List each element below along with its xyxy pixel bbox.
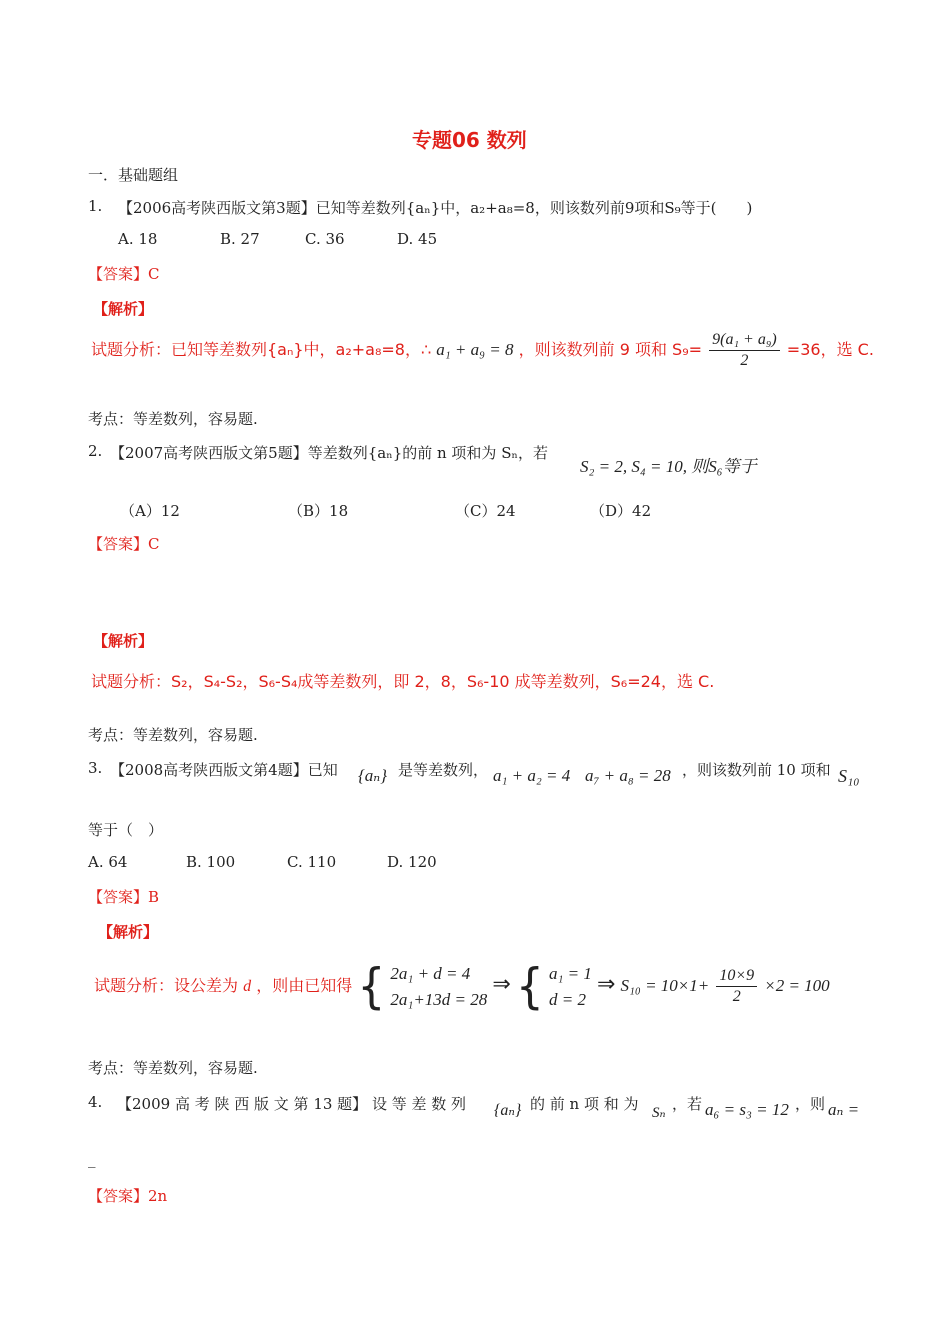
q2-condition: S₂ = 2, S₄ = 10, 则S₆等于	[580, 457, 757, 476]
q2-option-c: （C）24	[455, 502, 516, 520]
q3-system-1	[390, 961, 487, 1013]
q1-analysis-part-b: ，则该数列前 9 项和 S₉=	[518, 340, 703, 359]
q4-condition: a₆ = s₃ = 12	[705, 1100, 789, 1119]
q2-answer: 【答案】C	[88, 535, 160, 553]
q3-number: 3.	[88, 759, 103, 777]
q2-analysis-heading: 【解析】	[93, 632, 154, 650]
q3-text: 【2008高考陕西版文第4题】已知	[110, 761, 338, 779]
q1-analysis-part-c: =36，选 C.	[786, 340, 874, 359]
q3-system-2	[549, 961, 592, 1013]
q4-number: 4.	[88, 1093, 103, 1111]
q3-equation-2: a₇ + a₈ = 28	[585, 766, 671, 785]
q1-analysis-equation: a₁ + a₉ = 8	[436, 340, 514, 359]
q2-option-b: （B）18	[288, 502, 349, 520]
q4-answer: 【答案】2n	[88, 1187, 168, 1205]
q2-kaodian: 考点：等差数列，容易题.	[88, 726, 258, 744]
q3-s10: S₁₀	[838, 766, 860, 786]
q3-answer: 【答案】B	[88, 888, 160, 906]
q3-analysis-part-b: ，则由已知得	[256, 976, 353, 995]
q1-number: 1.	[88, 197, 103, 215]
q2-analysis: 试题分析：S₂，S₄-S₂，S₆-S₄成等差数列，即 2，8，S₆-10 成等差数列，S₆=24，选 C.	[91, 672, 715, 691]
q3-option-b: B. 100	[186, 853, 236, 871]
q3-system-1-brace: {	[357, 957, 386, 1014]
q4-text-3: ，若	[672, 1095, 703, 1113]
q4-text-2: 的 前 n 项 和 为	[530, 1095, 639, 1113]
q1-option-b: B. 27	[220, 230, 260, 248]
q3-analysis-part-a: 试题分析：设公差为	[94, 976, 239, 995]
q4-an: aₙ =	[828, 1100, 860, 1119]
q4-answer-blank: _	[88, 1150, 96, 1168]
q1-analysis-heading: 【解析】	[93, 300, 154, 318]
q1-option-a: A. 18	[118, 230, 158, 248]
q2-text: 【2007高考陕西版文第5题】等差数列{aₙ}的前 n 项和为 Sₙ，若	[110, 444, 548, 462]
q1-answer: 【答案】C	[88, 265, 160, 283]
q4-sequence: {aₙ}	[494, 1102, 522, 1119]
q1-analysis-part-a: 试题分析：已知等差数列{aₙ}中，a₂+a₈=8，∴	[91, 340, 432, 359]
q3-system-2-line-1: a₁ = 1	[548, 963, 592, 983]
q3-s10-expression-b: ×2 = 100	[764, 976, 830, 995]
q3-sequence: {aₙ}	[358, 766, 387, 785]
q4-text-4: ，则	[795, 1095, 826, 1113]
q3-analysis-d: d	[243, 978, 252, 995]
section-heading: 一．基础题组	[88, 166, 179, 184]
q3-implies-arrow-1: ⇒	[492, 972, 511, 997]
q3-text-4: 等于（ ）	[88, 821, 164, 839]
q3-option-c: C. 110	[287, 853, 337, 871]
q2-number: 2.	[88, 442, 103, 460]
q3-s10-fraction	[716, 966, 757, 1007]
q3-text-2: 是等差数列，	[398, 761, 489, 779]
page-title: 专题06 数列	[412, 128, 527, 152]
q3-text-3: ，则该数列前 10 项和	[682, 761, 831, 779]
q1-kaodian: 考点：等差数列，容易题.	[88, 410, 258, 428]
q3-s10-fraction-denominator: 2	[732, 988, 741, 1005]
q1-fraction-denominator: 2	[740, 352, 749, 369]
q4-sn: Sₙ	[652, 1105, 666, 1121]
q2-option-a: （A）12	[120, 502, 180, 520]
q1-analysis-line	[91, 328, 874, 372]
q3-analysis-line	[94, 955, 830, 1017]
q1-analysis-fraction	[709, 330, 780, 371]
q3-analysis-heading: 【解析】	[98, 923, 159, 941]
q1-fraction-numerator: 9(a₁ + a₉)	[709, 330, 780, 351]
q1-option-c: C. 36	[305, 230, 345, 248]
q3-implies-arrow-2: ⇒	[596, 972, 616, 997]
q1-option-d: D. 45	[397, 230, 438, 248]
q3-option-d: D. 120	[387, 853, 437, 871]
q2-option-d: （D）42	[590, 502, 652, 520]
q3-equation-1: a₁ + a₂ = 4	[493, 766, 571, 785]
q3-system-1-line-1: 2a₁ + d = 4	[390, 963, 471, 983]
q3-s10-fraction-numerator: 10×9	[716, 966, 757, 987]
q3-s10-expression-a: S₁₀ = 10×1+	[620, 976, 710, 995]
q3-system-2-brace: {	[515, 957, 544, 1014]
q1-text: 【2006高考陕西版文第3题】已知等差数列{aₙ}中，a₂+a₈=8，则该数列前9项和S₉等于( )	[118, 199, 753, 217]
q3-system-1-line-2: 2a₁+13d = 28	[390, 989, 488, 1009]
q4-text: 【2009 高 考 陕 西 版 文 第 13 题】 设 等 差 数 列	[117, 1095, 467, 1113]
q3-option-a: A. 64	[88, 853, 128, 871]
q3-system-2-line-2: d = 2	[548, 989, 586, 1009]
q3-kaodian: 考点：等差数列，容易题.	[88, 1059, 258, 1077]
